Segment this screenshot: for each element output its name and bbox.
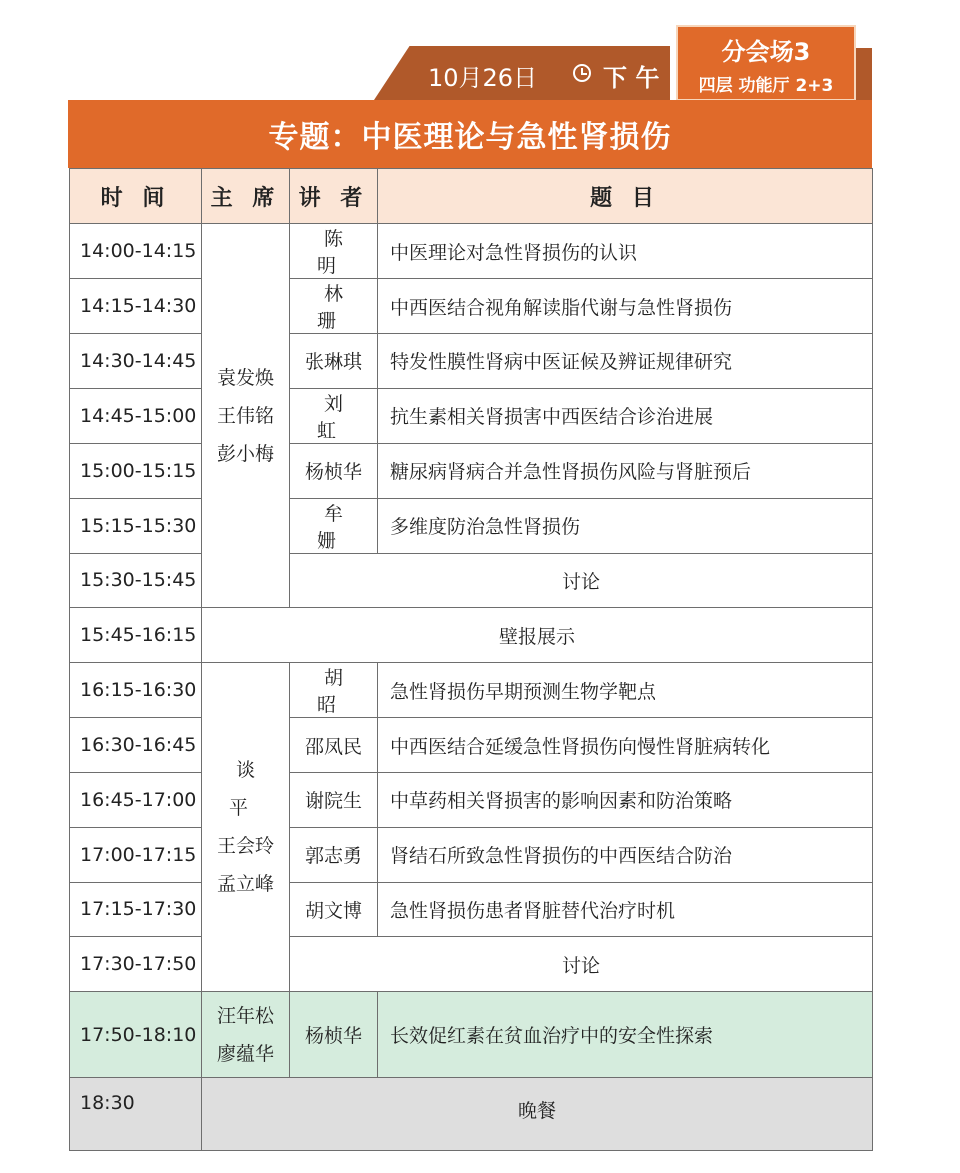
clock-icon xyxy=(573,64,591,82)
time-cell: 14:30-14:45 xyxy=(70,334,202,389)
time-cell: 15:00-15:15 xyxy=(70,443,202,498)
title-cell: 糖尿病肾病合并急性肾损伤风险与肾脏预后 xyxy=(378,443,873,498)
speaker-cell xyxy=(290,224,378,279)
chair-name: 王会玲 xyxy=(216,835,274,858)
title-cell: 中草药相关肾损害的影响因素和防治策略 xyxy=(378,772,873,827)
title-cell: 多维度防治急性肾损伤 xyxy=(378,498,873,553)
table-row xyxy=(70,772,873,827)
table-row xyxy=(70,1078,873,1151)
venue-location: 四层 功能厅 2+3 xyxy=(698,76,834,96)
time-cell: 14:45-15:00 xyxy=(70,388,202,443)
table-row xyxy=(70,992,873,1078)
title-cell: 急性肾损伤早期预测生物学靶点 xyxy=(378,663,873,718)
chair-name: 彭小梅 xyxy=(216,442,274,465)
speaker-cell xyxy=(290,388,378,443)
chair-name: 谈 平 xyxy=(228,759,269,820)
title-cell: 抗生素相关肾损害中西医结合诊治进展 xyxy=(378,388,873,443)
speaker-cell: 杨桢华 xyxy=(290,992,378,1078)
time-cell: 17:00-17:15 xyxy=(70,827,202,882)
time-cell: 16:45-17:00 xyxy=(70,772,202,827)
table-row xyxy=(70,882,873,937)
topic-title: 专题：中医理论与急性肾损伤 xyxy=(268,120,672,155)
column-header-time: 时 间 xyxy=(70,169,202,224)
time-cell: 14:15-14:30 xyxy=(70,279,202,334)
title-cell: 中西医结合延缓急性肾损伤向慢性肾脏病转化 xyxy=(378,718,873,773)
time-cell: 15:30-15:45 xyxy=(70,553,202,608)
speaker-name: 林 珊 xyxy=(316,283,357,332)
speaker-cell: 邵凤民 xyxy=(290,718,378,773)
speaker-cell: 张琳琪 xyxy=(290,334,378,389)
column-header-chair: 主 席 xyxy=(202,169,290,224)
chair-cell xyxy=(202,992,290,1078)
time-cell: 17:50-18:10 xyxy=(70,992,202,1078)
speaker-name: 陈 明 xyxy=(316,228,357,277)
speaker-cell: 谢院生 xyxy=(290,772,378,827)
time-cell: 17:15-17:30 xyxy=(70,882,202,937)
table-header-row xyxy=(70,169,873,224)
chair-name: 汪年松 xyxy=(216,1004,274,1027)
table-row xyxy=(70,827,873,882)
time-cell: 16:30-16:45 xyxy=(70,718,202,773)
column-header-speaker: 讲 者 xyxy=(290,169,378,224)
schedule-table xyxy=(69,168,873,1151)
table-row xyxy=(70,443,873,498)
discussion-cell: 讨论 xyxy=(290,937,873,992)
table-row xyxy=(70,334,873,389)
poster-cell: 壁报展示 xyxy=(202,608,873,663)
column-header-title: 题 目 xyxy=(378,169,873,224)
table-row xyxy=(70,279,873,334)
speaker-cell xyxy=(290,498,378,553)
time-cell: 14:00-14:15 xyxy=(70,224,202,279)
topic-banner xyxy=(68,100,872,168)
time-cell: 16:15-16:30 xyxy=(70,663,202,718)
time-cell: 15:15-15:30 xyxy=(70,498,202,553)
chair-name: 孟立峰 xyxy=(216,873,274,896)
discussion-cell: 讨论 xyxy=(290,553,873,608)
time-cell: 18:30 xyxy=(70,1078,202,1151)
speaker-name: 胡 昭 xyxy=(316,667,357,717)
time-cell: 17:30-17:50 xyxy=(70,937,202,992)
title-cell: 肾结石所致急性肾损伤的中西医结合防治 xyxy=(378,827,873,882)
speaker-cell: 杨桢华 xyxy=(290,443,378,498)
table-row xyxy=(70,718,873,773)
time-cell: 15:45-16:15 xyxy=(70,608,202,663)
title-cell: 急性肾损伤患者肾脏替代治疗时机 xyxy=(378,882,873,937)
table-row xyxy=(70,224,873,279)
title-cell: 长效促红素在贫血治疗中的安全性探索 xyxy=(378,992,873,1078)
speaker-cell: 胡文博 xyxy=(290,882,378,937)
speaker-cell xyxy=(290,663,378,718)
speaker-name: 刘 虹 xyxy=(316,392,357,442)
table-row xyxy=(70,553,873,608)
chair-name: 廖蕴华 xyxy=(216,1042,274,1065)
session-period: 下 午 xyxy=(603,64,660,92)
title-cell: 中西医结合视角解读脂代谢与急性肾损伤 xyxy=(378,279,873,334)
chair-name: 袁发焕 xyxy=(216,366,274,389)
speaker-cell xyxy=(290,279,378,334)
table-row xyxy=(70,498,873,553)
chair-name: 王伟铭 xyxy=(216,404,274,427)
table-row xyxy=(70,608,873,663)
venue-tab xyxy=(676,25,856,101)
table-row xyxy=(70,937,873,992)
venue-name: 分会场3 xyxy=(721,38,811,66)
chair-cell xyxy=(202,663,290,992)
session-date: 10月26日 xyxy=(428,64,538,92)
title-cell: 中医理论对急性肾损伤的认识 xyxy=(378,224,873,279)
dinner-cell: 晚餐 xyxy=(202,1078,873,1151)
table-row xyxy=(70,663,873,718)
table-row xyxy=(70,388,873,443)
title-cell: 特发性膜性肾病中医证候及辨证规律研究 xyxy=(378,334,873,389)
speaker-cell: 郭志勇 xyxy=(290,827,378,882)
speaker-name: 牟 姗 xyxy=(316,502,357,552)
chair-cell xyxy=(202,224,290,608)
